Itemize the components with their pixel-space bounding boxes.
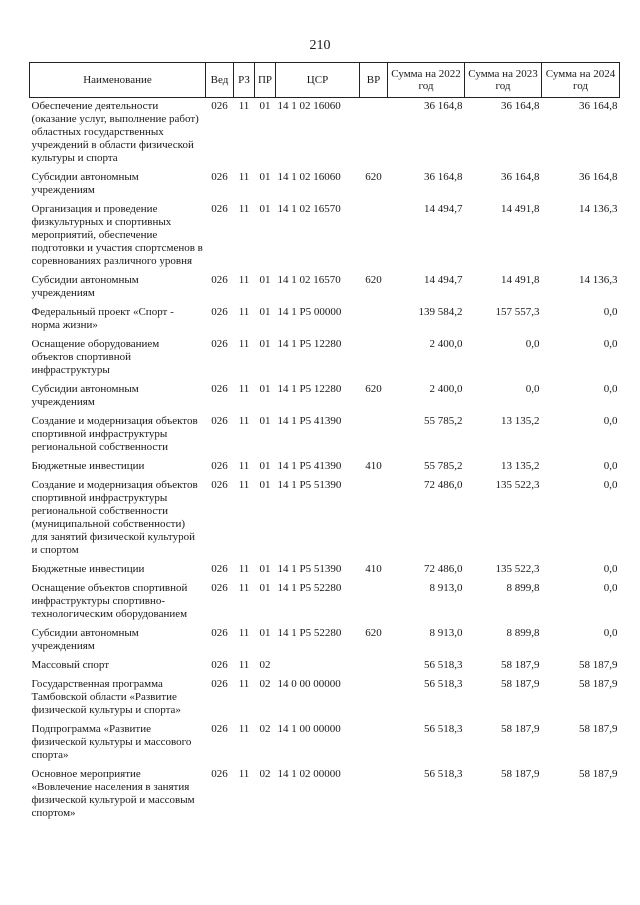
- cell-name: Обеспечение деятельности (оказание услуг, выполнение работ) областных государственных учреждений в области физической культуры и спорта: [31, 100, 199, 164]
- cell-sum-2024: 58 187,9: [579, 659, 618, 671]
- cell-sum-2024: 0,0: [603, 415, 618, 427]
- cell-sum-2022: 55 785,2: [424, 460, 463, 472]
- cell-rz: 11: [238, 338, 250, 350]
- cell-ved: 026: [211, 306, 228, 318]
- cell-pr: 02: [259, 659, 271, 671]
- cell-sum-2023: 13 135,2: [501, 415, 540, 427]
- cell-vr: [360, 201, 388, 272]
- cell-sum-2023: 36 164,8: [501, 171, 540, 183]
- cell-csr: 14 1 P5 00000: [277, 306, 342, 318]
- cell-ved: 026: [211, 479, 228, 491]
- cell-sum-2024: 58 187,9: [579, 678, 618, 690]
- cell-name: Создание и модернизация объектов спортивной инфраструктуры региональной собственности (муниципальной собственности) для занятий физической культурой и спортом: [31, 479, 198, 556]
- header-ved: Вед: [206, 63, 234, 98]
- cell-vr: 620: [365, 627, 382, 639]
- cell-pr: 01: [259, 306, 271, 318]
- cell-sum-2022: 55 785,2: [424, 415, 463, 427]
- cell-name: Государственная программа Тамбовской области «Развитие физической культуры и спорта»: [31, 678, 181, 716]
- cell-sum-2022: 36 164,8: [424, 100, 463, 112]
- header-rz: РЗ: [234, 63, 255, 98]
- cell-ved: 026: [211, 723, 228, 735]
- cell-vr: 410: [365, 563, 382, 575]
- cell-sum-2023: 157 557,3: [495, 306, 540, 318]
- table-row: [30, 381, 620, 413]
- cell-ved: 026: [211, 383, 228, 395]
- cell-vr: [360, 657, 388, 676]
- cell-rz: 11: [238, 627, 250, 639]
- cell-sum-2023: 58 187,9: [501, 723, 540, 735]
- cell-sum-2022: 14 494,7: [424, 203, 463, 215]
- cell-sum-2024: 0,0: [603, 306, 618, 318]
- cell-csr: 14 1 P5 12280: [277, 338, 342, 350]
- cell-vr: 620: [365, 171, 382, 183]
- cell-csr: 14 1 02 16060: [277, 171, 341, 183]
- header-name: Наименование: [30, 63, 206, 98]
- header-vr: ВР: [360, 63, 388, 98]
- header-sum-2022: Сумма на 2022 год: [388, 63, 465, 98]
- cell-vr: 410: [365, 460, 382, 472]
- cell-csr: 14 1 02 16060: [277, 100, 341, 112]
- cell-ved: 026: [211, 100, 228, 112]
- cell-rz: 11: [238, 460, 250, 472]
- cell-rz: 11: [238, 306, 250, 318]
- cell-sum-2024: 14 136,3: [579, 203, 618, 215]
- cell-rz: 11: [238, 203, 250, 215]
- table-row: [30, 413, 620, 458]
- cell-sum-2022: 36 164,8: [424, 171, 463, 183]
- cell-csr: 14 1 P5 52280: [277, 627, 342, 639]
- cell-sum-2024: 0,0: [603, 582, 618, 594]
- cell-ved: 026: [211, 338, 228, 350]
- table-row: [30, 458, 620, 477]
- cell-sum-2022: 56 518,3: [424, 768, 463, 780]
- cell-pr: 01: [259, 415, 271, 427]
- cell-name: Оснащение объектов спортивной инфраструктуры спортивно-технологическим оборудованием: [31, 582, 188, 620]
- cell-name: Субсидии автономным учреждениям: [31, 274, 139, 299]
- header-pr: ПР: [255, 63, 276, 98]
- cell-sum-2023: 58 187,9: [501, 659, 540, 671]
- cell-name: Создание и модернизация объектов спортивной инфраструктуры региональной собственности: [31, 415, 198, 453]
- table-header-row: [30, 63, 620, 98]
- table-row: [30, 201, 620, 272]
- cell-ved: 026: [211, 460, 228, 472]
- cell-sum-2024: 58 187,9: [579, 768, 618, 780]
- cell-sum-2023: 14 491,8: [501, 203, 540, 215]
- table-row: [30, 272, 620, 304]
- cell-sum-2024: 0,0: [603, 627, 618, 639]
- table-row: [30, 336, 620, 381]
- page-number: 210: [309, 38, 331, 53]
- cell-pr: 01: [259, 383, 271, 395]
- cell-name: Оснащение оборудованием объектов спортивной инфраструктуры: [31, 338, 160, 376]
- cell-csr: 14 1 02 00000: [277, 768, 341, 780]
- cell-vr: 620: [365, 383, 382, 395]
- table-row: [30, 657, 620, 676]
- cell-ved: 026: [211, 678, 228, 690]
- cell-ved: 026: [211, 415, 228, 427]
- cell-pr: 01: [259, 171, 271, 183]
- cell-ved: 026: [211, 582, 228, 594]
- cell-ved: 026: [211, 659, 228, 671]
- cell-rz: 11: [238, 723, 250, 735]
- cell-sum-2024: 58 187,9: [579, 723, 618, 735]
- cell-name: Массовый спорт: [31, 659, 110, 671]
- cell-sum-2023: 0,0: [525, 338, 540, 350]
- cell-sum-2022: 8 913,0: [429, 582, 463, 594]
- cell-sum-2024: 14 136,3: [579, 274, 618, 286]
- cell-vr: 620: [365, 274, 382, 286]
- cell-csr: 14 1 P5 51390: [277, 563, 342, 575]
- table-body: [30, 98, 620, 825]
- cell-csr: 14 1 00 00000: [277, 723, 341, 735]
- cell-rz: 11: [238, 383, 250, 395]
- cell-ved: 026: [211, 203, 228, 215]
- table-row: [30, 625, 620, 657]
- cell-vr: [360, 304, 388, 336]
- cell-sum-2024: 0,0: [603, 338, 618, 350]
- cell-pr: 01: [259, 203, 271, 215]
- table-row: [30, 766, 620, 824]
- cell-csr: [276, 657, 360, 676]
- cell-rz: 11: [238, 274, 250, 286]
- cell-rz: 11: [238, 479, 250, 491]
- cell-csr: 14 1 P5 52280: [277, 582, 342, 594]
- cell-name: Субсидии автономным учреждениям: [31, 383, 139, 408]
- cell-pr: 02: [259, 768, 271, 780]
- cell-sum-2022: 2 400,0: [429, 383, 463, 395]
- cell-vr: [360, 98, 388, 170]
- cell-sum-2023: 0,0: [525, 383, 540, 395]
- cell-sum-2022: 72 486,0: [424, 479, 463, 491]
- cell-vr: [360, 721, 388, 766]
- cell-sum-2023: 14 491,8: [501, 274, 540, 286]
- cell-csr: 14 1 P5 51390: [277, 479, 342, 491]
- cell-sum-2023: 8 899,8: [506, 627, 540, 639]
- cell-csr: 14 1 P5 12280: [277, 383, 342, 395]
- table-row: [30, 580, 620, 625]
- cell-rz: 11: [238, 100, 250, 112]
- cell-name: Субсидии автономным учреждениям: [31, 627, 139, 652]
- cell-sum-2023: 135 522,3: [495, 563, 540, 575]
- cell-name: Федеральный проект «Спорт - норма жизни»: [31, 306, 174, 331]
- cell-sum-2022: 56 518,3: [424, 659, 463, 671]
- cell-vr: [360, 580, 388, 625]
- cell-vr: [360, 766, 388, 824]
- table-row: [30, 304, 620, 336]
- cell-rz: 11: [238, 659, 250, 671]
- cell-ved: 026: [211, 274, 228, 286]
- cell-vr: [360, 477, 388, 561]
- cell-sum-2023: 13 135,2: [501, 460, 540, 472]
- cell-sum-2024: 36 164,8: [579, 171, 618, 183]
- cell-sum-2024: 0,0: [603, 460, 618, 472]
- cell-name: Основное мероприятие «Вовлечение населения в занятия физической культурой и массовым спортом»: [31, 768, 195, 819]
- cell-sum-2022: 8 913,0: [429, 627, 463, 639]
- table-row: [30, 477, 620, 561]
- cell-csr: 14 0 00 00000: [277, 678, 341, 690]
- cell-pr: 01: [259, 563, 271, 575]
- cell-rz: 11: [238, 563, 250, 575]
- cell-rz: 11: [238, 678, 250, 690]
- cell-sum-2024: 0,0: [603, 479, 618, 491]
- cell-sum-2022: 2 400,0: [429, 338, 463, 350]
- header-sum-2024: Сумма на 2024 год: [542, 63, 620, 98]
- budget-table: [29, 62, 620, 824]
- cell-pr: 02: [259, 723, 271, 735]
- cell-csr: 14 1 02 16570: [277, 274, 341, 286]
- cell-pr: 01: [259, 338, 271, 350]
- cell-vr: [360, 676, 388, 721]
- cell-ved: 026: [211, 171, 228, 183]
- table-row: [30, 721, 620, 766]
- cell-name: Организация и проведение физкультурных и спортивных мероприятий, обеспечение подготовки и участия спортсменов в соревнованиях различного уровня: [31, 203, 203, 267]
- header-sum-2023: Сумма на 2023 год: [465, 63, 542, 98]
- cell-sum-2023: 36 164,8: [501, 100, 540, 112]
- cell-csr: 14 1 P5 41390: [277, 460, 342, 472]
- cell-ved: 026: [211, 563, 228, 575]
- cell-rz: 11: [238, 415, 250, 427]
- cell-csr: 14 1 P5 41390: [277, 415, 342, 427]
- cell-pr: 02: [259, 678, 271, 690]
- cell-vr: [360, 413, 388, 458]
- cell-sum-2023: 58 187,9: [501, 678, 540, 690]
- cell-rz: 11: [238, 171, 250, 183]
- cell-pr: 01: [259, 100, 271, 112]
- cell-name: Субсидии автономным учреждениям: [31, 171, 139, 196]
- cell-name: Подпрограмма «Развитие физической культуры и массового спорта»: [31, 723, 192, 761]
- cell-pr: 01: [259, 460, 271, 472]
- cell-sum-2022: 139 584,2: [418, 306, 463, 318]
- cell-sum-2023: 8 899,8: [506, 582, 540, 594]
- cell-pr: 01: [259, 582, 271, 594]
- table-row: [30, 561, 620, 580]
- cell-csr: 14 1 02 16570: [277, 203, 341, 215]
- cell-sum-2022: 56 518,3: [424, 678, 463, 690]
- table-row: [30, 676, 620, 721]
- cell-pr: 01: [259, 627, 271, 639]
- cell-sum-2022: 56 518,3: [424, 723, 463, 735]
- cell-sum-2024: 0,0: [603, 563, 618, 575]
- cell-ved: 026: [211, 627, 228, 639]
- cell-rz: 11: [238, 582, 250, 594]
- table-row: [30, 98, 620, 170]
- cell-rz: 11: [238, 768, 250, 780]
- cell-name: Бюджетные инвестиции: [31, 563, 145, 575]
- cell-pr: 01: [259, 274, 271, 286]
- header-csr: ЦСР: [276, 63, 360, 98]
- cell-vr: [360, 336, 388, 381]
- table-row: [30, 169, 620, 201]
- cell-name: Бюджетные инвестиции: [31, 460, 145, 472]
- cell-pr: 01: [259, 479, 271, 491]
- cell-sum-2022: 14 494,7: [424, 274, 463, 286]
- cell-sum-2022: 72 486,0: [424, 563, 463, 575]
- cell-sum-2023: 135 522,3: [495, 479, 540, 491]
- cell-sum-2024: 0,0: [603, 383, 618, 395]
- cell-ved: 026: [211, 768, 228, 780]
- cell-sum-2024: 36 164,8: [579, 100, 618, 112]
- cell-sum-2023: 58 187,9: [501, 768, 540, 780]
